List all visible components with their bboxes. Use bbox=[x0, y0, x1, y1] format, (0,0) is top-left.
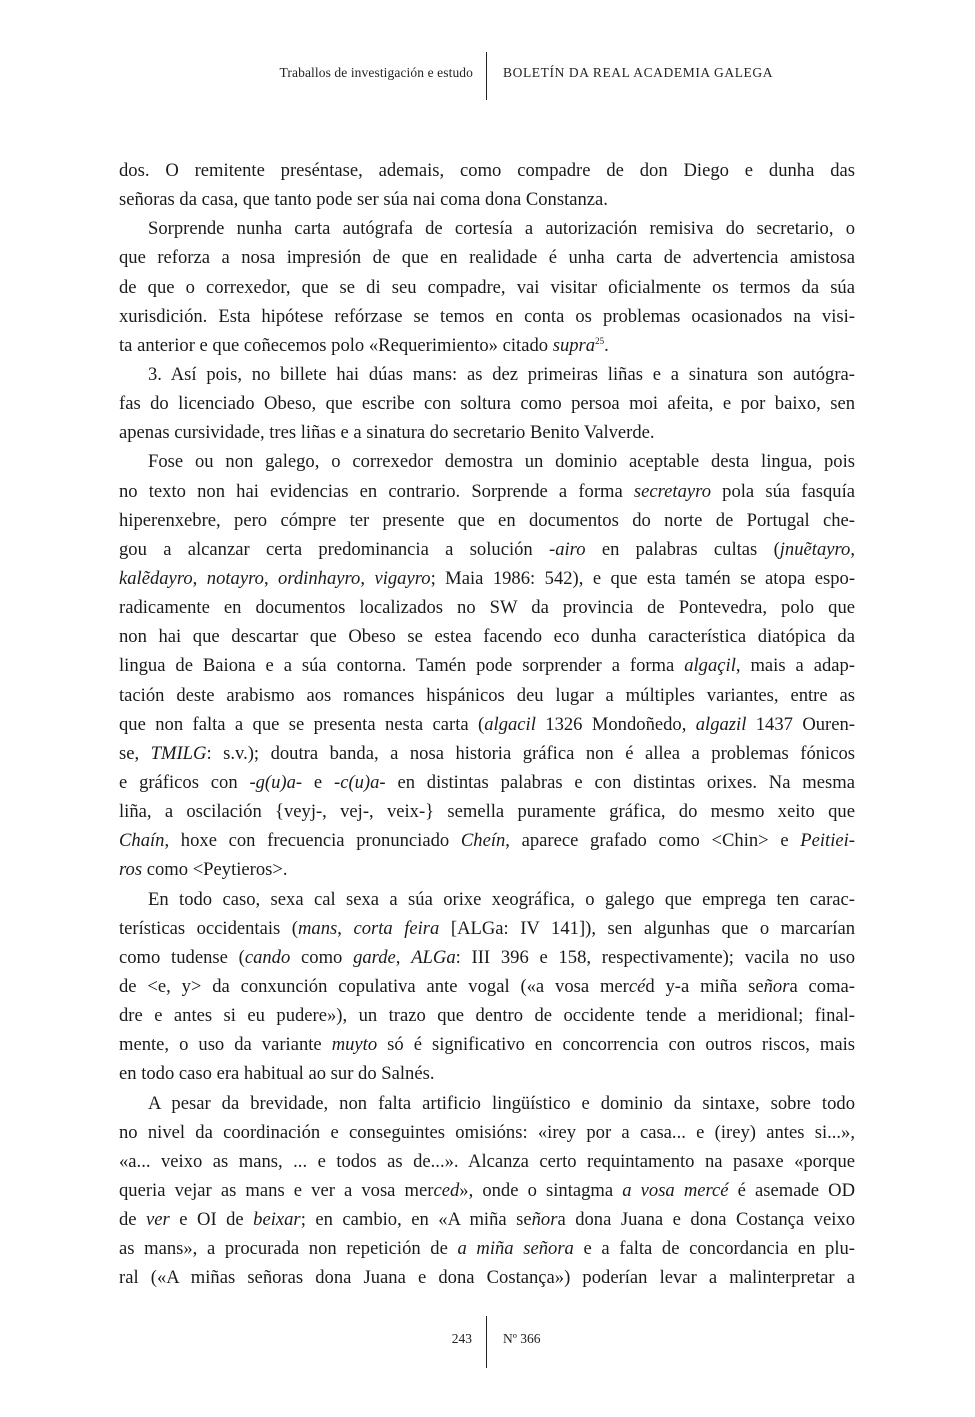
text-run: gou a alcanzar certa predominancia a solución bbox=[119, 538, 550, 560]
text-run: en palabras cultas ( bbox=[585, 538, 780, 560]
text-run: lingua de Baiona e a súa contorna. Tamén pode sorprender a forma bbox=[119, 655, 685, 677]
text-line bbox=[119, 710, 855, 739]
text-run: no nivel da coordinación e conseguintes omisións: «irey por a casa... e (irey) antes si...», bbox=[119, 1121, 855, 1143]
italic-term: a vosa mercé bbox=[622, 1179, 729, 1201]
text-run: «a... veixo as mans, ... e todos as de...». Alcanza certo requintamento na pasaxe «porque bbox=[119, 1150, 855, 1172]
text-run: e bbox=[302, 771, 334, 793]
running-header bbox=[0, 52, 975, 100]
italic-term: ñor bbox=[531, 1209, 558, 1231]
text-run: : III 396 e 158, respectivamente); vacila no uso bbox=[455, 946, 856, 968]
text-line bbox=[119, 214, 855, 243]
italic-term: secretayro bbox=[633, 480, 711, 502]
text-run: que non falta a que se presenta nesta carta ( bbox=[119, 713, 485, 735]
text-run: 1326 Mondoñedo, bbox=[535, 713, 696, 735]
text-run: que reforza a nosa impresión de que en realidade é unha carta de advertencia amistosa bbox=[119, 247, 855, 269]
text-line bbox=[119, 593, 855, 622]
text-run: d y-a miña se bbox=[645, 975, 764, 997]
italic-term: Chaín bbox=[119, 830, 165, 852]
italic-term: supra bbox=[552, 334, 596, 356]
text-line bbox=[119, 1030, 855, 1059]
text-run: ; en cambio, en «A miña se bbox=[300, 1209, 532, 1231]
text-line bbox=[119, 1059, 855, 1088]
text-line bbox=[119, 914, 855, 943]
text-run: , bbox=[192, 567, 207, 589]
text-line bbox=[119, 185, 855, 214]
text-run: ral («A miñas señoras dona Juana e dona Costança») poderían levar a malinterpretar a bbox=[119, 1267, 855, 1289]
text-line bbox=[119, 389, 855, 418]
italic-term: ced bbox=[433, 1179, 460, 1201]
text-line bbox=[119, 331, 855, 360]
body-text bbox=[119, 156, 855, 1292]
text-run: Sorprende nunha carta autógrafa de cortesía a autorización remisiva do secretario, o bbox=[148, 218, 855, 240]
page-number: 243 bbox=[451, 1331, 472, 1346]
text-run: 3. Así pois, no billete hai dúas mans: as dez primeiras liñas e a sinatura son autógra- bbox=[148, 363, 855, 385]
text-line bbox=[119, 418, 855, 447]
text-run: [ALGa: IV 141]), sen algunhas que o marcarían bbox=[439, 917, 855, 939]
text-line bbox=[119, 447, 855, 476]
header-journal-title: BOLETÍN DA REAL ACADEMIA GALEGA bbox=[503, 65, 774, 80]
text-line bbox=[119, 1263, 855, 1292]
italic-term: corta feira bbox=[353, 917, 440, 939]
italic-term: -airo bbox=[549, 538, 586, 560]
text-run: , mais a adap- bbox=[735, 655, 855, 677]
text-run: , bbox=[337, 917, 354, 939]
text-run: , hoxe con frecuencia pronunciado bbox=[164, 830, 461, 852]
italic-term: ros bbox=[119, 859, 143, 881]
text-run: como bbox=[290, 946, 354, 968]
text-line bbox=[119, 739, 855, 768]
footer-divider bbox=[486, 1316, 487, 1368]
text-run: dre e antes si eu pudere»), un trazo que dentro de occidente tende a meridional; final- bbox=[119, 1005, 855, 1027]
text-line bbox=[119, 564, 855, 593]
text-line bbox=[119, 1001, 855, 1030]
text-run: A pesar da brevidade, non falta artificio lingüístico e dominio da sintaxe, sobre todo bbox=[148, 1092, 855, 1114]
header-section-title: Traballos de investigación e estudo bbox=[279, 65, 473, 80]
text-line bbox=[119, 477, 855, 506]
text-line bbox=[119, 1234, 855, 1263]
text-line bbox=[119, 622, 855, 651]
text-line bbox=[119, 156, 855, 185]
text-run: . bbox=[604, 334, 609, 356]
text-line bbox=[119, 1176, 855, 1205]
text-run: , aparece grafado como <Chin> e bbox=[505, 830, 801, 852]
italic-term: Peitiei- bbox=[800, 830, 855, 852]
italic-term: algaçil bbox=[684, 655, 736, 677]
italic-term: cando bbox=[244, 946, 291, 968]
text-run: se, bbox=[119, 742, 151, 764]
italic-term: garde bbox=[353, 946, 396, 968]
text-run: , bbox=[360, 567, 375, 589]
text-line bbox=[119, 302, 855, 331]
italic-term: ordinhayro bbox=[278, 567, 361, 589]
text-run: , bbox=[263, 567, 279, 589]
text-run: e OI de bbox=[169, 1209, 254, 1231]
text-line bbox=[119, 768, 855, 797]
text-line bbox=[119, 1147, 855, 1176]
text-run: de que o correxedor, que se di seu compadre, vai visitar oficialmente os termos da súa bbox=[119, 276, 855, 298]
text-run: é asemade OD bbox=[728, 1179, 856, 1201]
text-run: tación deste arabismo aos romances hispánicos deu lugar a múltiples variantes, entre as bbox=[119, 684, 855, 706]
italic-term: vigayro bbox=[374, 567, 431, 589]
text-run: hiperenxebre, pero cómpre ter presente que en documentos do norte de Portugal che- bbox=[119, 509, 855, 531]
text-run: queria vejar as mans e ver a vosa mer bbox=[119, 1179, 434, 1201]
italic-term: kalẽdayro bbox=[119, 567, 193, 589]
italic-term: -c(u)a- bbox=[334, 771, 386, 793]
text-run: señoras da casa, que tanto pode ser súa nai coma dona Constanza. bbox=[119, 189, 608, 211]
text-run: as mans», a procurada non repetición de bbox=[119, 1238, 458, 1260]
text-run: no texto non hai evidencias en contrario. Sorprende a forma bbox=[119, 480, 634, 502]
text-run: en distintas palabras e con distintas orixes. Na mesma bbox=[385, 771, 855, 793]
text-run: non hai que descartar que Obeso se estea facendo eco dunha característica diatópica da bbox=[119, 626, 855, 648]
text-run: apenas cursividade, tres liñas e a sinatura do secretario Benito Valverde. bbox=[119, 422, 655, 444]
italic-term: algacil bbox=[484, 713, 536, 735]
italic-term: algazil bbox=[695, 713, 747, 735]
text-line bbox=[119, 535, 855, 564]
italic-term: ver bbox=[146, 1209, 170, 1231]
italic-term: notayro bbox=[206, 567, 264, 589]
italic-term: -g(u)a- bbox=[249, 771, 303, 793]
text-run: liña, a oscilación {veyj-, vej-, veix-} semella puramente gráfica, do mesmo xeito que bbox=[119, 801, 855, 823]
italic-term: jnuẽtayro bbox=[779, 538, 851, 560]
text-run: mente, o uso da variante bbox=[119, 1034, 332, 1056]
text-run: ta anterior e que coñecemos polo «Requerimiento» citado bbox=[119, 334, 553, 356]
text-run: 1437 Ouren- bbox=[746, 713, 855, 735]
text-line bbox=[119, 651, 855, 680]
text-line bbox=[119, 681, 855, 710]
text-run: e a falta de concordancia en plu- bbox=[573, 1238, 855, 1260]
running-footer bbox=[0, 1316, 975, 1368]
text-run: Fose ou non galego, o correxedor demostra un dominio aceptable desta lingua, pois bbox=[148, 451, 855, 473]
text-run: en todo caso era habitual ao sur do Salnés. bbox=[119, 1063, 435, 1085]
italic-term: cé bbox=[628, 975, 646, 997]
text-line bbox=[119, 943, 855, 972]
text-run: como tudense ( bbox=[119, 946, 245, 968]
text-run: , bbox=[395, 946, 412, 968]
text-run: de bbox=[119, 1209, 147, 1231]
italic-term: mans bbox=[297, 917, 338, 939]
text-line bbox=[119, 1118, 855, 1147]
italic-term: ñor bbox=[763, 975, 790, 997]
issue-number: Nº 366 bbox=[503, 1331, 541, 1346]
header-divider bbox=[486, 52, 487, 100]
text-line bbox=[119, 273, 855, 302]
text-run: terísticas occidentais ( bbox=[119, 917, 298, 939]
text-line bbox=[119, 243, 855, 272]
text-line bbox=[119, 1089, 855, 1118]
italic-term: a miña señora bbox=[457, 1238, 574, 1260]
italic-term: ALGa bbox=[411, 946, 456, 968]
text-run: a dona Juana e dona Costança veixo bbox=[557, 1209, 855, 1231]
text-run: radicamente en documentos localizados no SW da provincia de Pontevedra, polo que bbox=[119, 597, 855, 619]
text-line bbox=[119, 360, 855, 389]
text-line bbox=[119, 885, 855, 914]
text-run: ; Maia 1986: 542), e que esta tamén se atopa espo- bbox=[430, 567, 856, 589]
text-run: : s.v.); doutra banda, a nosa historia gráfica non é allea a problemas fónicos bbox=[206, 742, 855, 764]
text-run: como <Peytieros>. bbox=[142, 859, 288, 881]
italic-term: beixar bbox=[253, 1209, 301, 1231]
text-run: de <e, y> da conxunción copulativa ante vogal («a vosa mer bbox=[119, 975, 629, 997]
text-run: fas do licenciado Obeso, que escribe con soltura como persoa moi afeita, e por baixo, sen bbox=[119, 393, 855, 415]
text-line bbox=[119, 972, 855, 1001]
text-run: , bbox=[850, 538, 855, 560]
text-line bbox=[119, 506, 855, 535]
italic-term: TMILG bbox=[150, 742, 207, 764]
italic-term: Cheín bbox=[460, 830, 506, 852]
text-run: xurisdición. Esta hipótese refórzase se temos en conta os problemas ocasionados na visi- bbox=[119, 305, 855, 327]
text-run: a coma- bbox=[789, 975, 856, 997]
italic-term: muyto bbox=[331, 1034, 378, 1056]
text-line bbox=[119, 855, 855, 884]
footnote-ref: 25 bbox=[595, 335, 605, 346]
text-run: », onde o sintagma bbox=[459, 1179, 623, 1201]
text-line bbox=[119, 826, 855, 855]
text-run: pola súa fasquía bbox=[711, 480, 855, 502]
text-run: En todo caso, sexa cal sexa a súa orixe xeográfica, o galego que emprega ten carac- bbox=[148, 888, 855, 910]
text-run: dos. O remitente preséntase, ademais, como compadre de don Diego e dunha das bbox=[119, 160, 855, 181]
text-run: só é significativo en concorrencia con outros riscos, mais bbox=[377, 1034, 855, 1056]
text-line bbox=[119, 797, 855, 826]
text-line bbox=[119, 1205, 855, 1234]
text-run: e gráficos con bbox=[119, 771, 250, 793]
